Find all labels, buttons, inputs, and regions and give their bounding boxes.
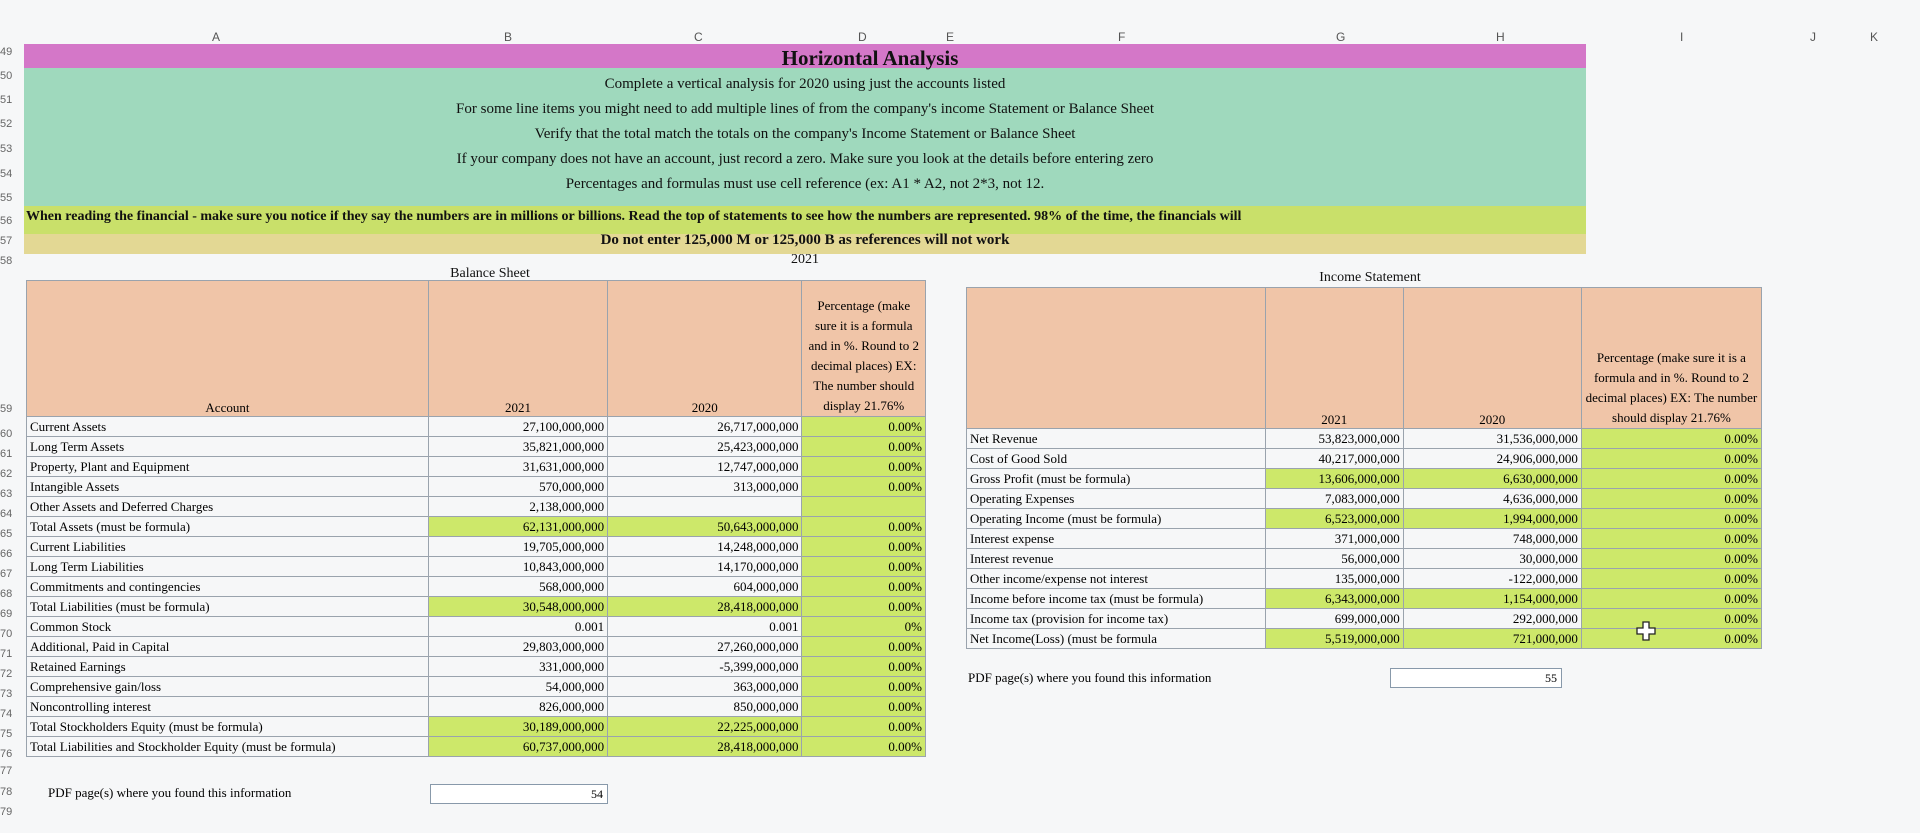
col-c[interactable]: C: [694, 30, 703, 44]
cell-v2021[interactable]: 35,821,000,000: [428, 437, 607, 457]
cell-account[interactable]: Cost of Good Sold: [967, 449, 1266, 469]
cell-v2021[interactable]: 29,803,000,000: [428, 637, 607, 657]
row-number[interactable]: 56: [0, 215, 13, 227]
row-number[interactable]: 68: [0, 588, 13, 600]
table-row: [27, 557, 926, 577]
col-e[interactable]: E: [946, 30, 955, 44]
cell-v2020[interactable]: 28,418,000,000: [608, 737, 802, 757]
cell-account[interactable]: Total Assets (must be formula): [27, 517, 429, 537]
cell-v2021[interactable]: 826,000,000: [428, 697, 607, 717]
cell-account[interactable]: Gross Profit (must be formula): [967, 469, 1266, 489]
table-row: [967, 469, 1762, 489]
table-row: [967, 549, 1762, 569]
row-number[interactable]: 77: [0, 765, 13, 777]
cell-pct[interactable]: 0.00%: [802, 717, 926, 737]
cell-v2021[interactable]: 0.001: [428, 617, 607, 637]
cursor-cross-icon: [1636, 621, 1656, 641]
row-number[interactable]: 58: [0, 255, 13, 267]
instruction-line: For some line items you might need to add multiple lines of from the company's income Statement or Balance Sheet: [456, 101, 1154, 117]
header-percentage[interactable]: Percentage (make sure it is a formula and in %. Round to 2 decimal places) EX: The number should display 21.76%: [1581, 288, 1761, 429]
cell-account[interactable]: Retained Earnings: [27, 657, 429, 677]
income-statement-table: [966, 287, 1762, 649]
col-k[interactable]: K: [1870, 30, 1879, 44]
bs-pdf-label: PDF page(s) where you found this information: [48, 785, 292, 800]
instruction-line: Complete a vertical analysis for 2020 using just the accounts listed: [604, 76, 1006, 92]
col-a[interactable]: A: [212, 30, 221, 44]
table-row: [967, 589, 1762, 609]
cell-v2020[interactable]: 363,000,000: [608, 677, 802, 697]
instruction-line: Percentages and formulas must use cell reference (ex: A1 * A2, not 2*3, not 12.: [565, 176, 1045, 192]
cell-v2020[interactable]: 22,225,000,000: [608, 717, 802, 737]
cell-pct[interactable]: 0.00%: [802, 737, 926, 757]
cell-v2020[interactable]: -122,000,000: [1403, 569, 1581, 589]
cell-v2020[interactable]: 1,154,000,000: [1403, 589, 1581, 609]
cell-pct[interactable]: 0.00%: [802, 637, 926, 657]
cell-v2020[interactable]: 30,000,000: [1403, 549, 1581, 569]
cell-v2021[interactable]: 135,000,000: [1265, 569, 1403, 589]
cell-account[interactable]: Total Stockholders Equity (must be formula): [27, 717, 429, 737]
cell-v2020[interactable]: 748,000,000: [1403, 529, 1581, 549]
cell-v2020[interactable]: 50,643,000,000: [608, 517, 802, 537]
row-number[interactable]: 72: [0, 668, 13, 680]
cell-pct[interactable]: 0.00%: [1581, 629, 1761, 649]
cell-pct[interactable]: 0.00%: [802, 537, 926, 557]
cell-v2020[interactable]: 313,000,000: [608, 477, 802, 497]
cell-v2021[interactable]: 10,843,000,000: [428, 557, 607, 577]
cell-pct[interactable]: 0.00%: [802, 697, 926, 717]
cell-v2020[interactable]: 292,000,000: [1403, 609, 1581, 629]
table-row: [27, 577, 926, 597]
cell-v2020[interactable]: [608, 497, 802, 517]
table-row: [27, 677, 926, 697]
cell-v2020[interactable]: 25,423,000,000: [608, 437, 802, 457]
cell-pct[interactable]: 0.00%: [802, 417, 926, 437]
table-row: [27, 737, 926, 757]
row-number[interactable]: 78: [0, 786, 13, 798]
col-b[interactable]: B: [504, 30, 513, 44]
cell-v2020[interactable]: 12,747,000,000: [608, 457, 802, 477]
table-row: [27, 657, 926, 677]
cell-account[interactable]: Noncontrolling interest: [27, 697, 429, 717]
row-number[interactable]: 73: [0, 688, 13, 700]
is-pdf-page-input[interactable]: 55: [1390, 668, 1562, 688]
cell-account[interactable]: Net Income(Loss) (must be formula: [967, 629, 1266, 649]
cell-pct[interactable]: 0.00%: [1581, 609, 1761, 629]
cell-account[interactable]: Current Liabilities: [27, 537, 429, 557]
income-statement-title: Income Statement: [1319, 270, 1421, 285]
warning-line: When reading the financial - make sure you notice if they say the numbers are in millions or billions. Read the top of statements to see how the numbers are represented. 98% of the time, the financials will: [26, 209, 1242, 224]
cell-account[interactable]: Common Stock: [27, 617, 429, 637]
header-2020[interactable]: 2020: [1403, 288, 1581, 429]
col-i[interactable]: I: [1680, 30, 1684, 44]
cell-v2020[interactable]: 26,717,000,000: [608, 417, 802, 437]
cell-v2020[interactable]: 27,260,000,000: [608, 637, 802, 657]
cell-v2020[interactable]: -5,399,000,000: [608, 657, 802, 677]
bs-pdf-page-input[interactable]: 54: [430, 784, 608, 804]
cell-pct[interactable]: 0.00%: [802, 657, 926, 677]
cell-pct[interactable]: 0.00%: [1581, 449, 1761, 469]
cell-v2020[interactable]: 31,536,000,000: [1403, 429, 1581, 449]
cell-account[interactable]: Other income/expense not interest: [967, 569, 1266, 589]
cell-pct[interactable]: 0%: [802, 617, 926, 637]
col-j[interactable]: J: [1810, 30, 1816, 44]
cell-v2020[interactable]: 24,906,000,000: [1403, 449, 1581, 469]
page-title: Horizontal Analysis: [781, 46, 959, 70]
cell-v2020[interactable]: 4,636,000,000: [1403, 489, 1581, 509]
cell-v2021[interactable]: 6,523,000,000: [1265, 509, 1403, 529]
table-row: [27, 517, 926, 537]
row-number[interactable]: 67: [0, 568, 13, 580]
cell-account[interactable]: Property, Plant and Equipment: [27, 457, 429, 477]
cell-v2021[interactable]: 56,000,000: [1265, 549, 1403, 569]
cell-pct[interactable]: 0.00%: [802, 577, 926, 597]
cell-v2021[interactable]: 7,083,000,000: [1265, 489, 1403, 509]
table-row: [27, 697, 926, 717]
instruction-line: If your company does not have an account, just record a zero. Make sure you look at the details before entering zero: [456, 151, 1154, 167]
row-number[interactable]: 52: [0, 118, 13, 130]
cell-account[interactable]: Long Term Assets: [27, 437, 429, 457]
table-row: [27, 617, 926, 637]
table-row: [967, 489, 1762, 509]
cell-pct[interactable]: 0.00%: [802, 597, 926, 617]
row-number[interactable]: 49: [0, 46, 13, 58]
col-h[interactable]: H: [1496, 30, 1505, 44]
row-number[interactable]: 74: [0, 708, 13, 720]
cell-v2021[interactable]: 30,548,000,000: [428, 597, 607, 617]
table-row: [27, 497, 926, 517]
table-row: [27, 637, 926, 657]
cell-v2020[interactable]: 14,170,000,000: [608, 557, 802, 577]
cell-v2021[interactable]: 19,705,000,000: [428, 537, 607, 557]
cell-pct[interactable]: [802, 497, 926, 517]
cell-pct[interactable]: 0.00%: [1581, 589, 1761, 609]
row-number[interactable]: 61: [0, 448, 13, 460]
table-row: [967, 529, 1762, 549]
cell-v2021[interactable]: 6,343,000,000: [1265, 589, 1403, 609]
row-number[interactable]: 62: [0, 468, 13, 480]
cell-v2021[interactable]: 13,606,000,000: [1265, 469, 1403, 489]
cell-v2020[interactable]: 604,000,000: [608, 577, 802, 597]
table-row: [27, 717, 926, 737]
cell-pct[interactable]: 0.00%: [1581, 489, 1761, 509]
table-row: [27, 477, 926, 497]
cell-v2021[interactable]: 5,519,000,000: [1265, 629, 1403, 649]
table-row: [27, 597, 926, 617]
cell-account[interactable]: Commitments and contingencies: [27, 577, 429, 597]
cell-account[interactable]: Comprehensive gain/loss: [27, 677, 429, 697]
cell-account[interactable]: Intangible Assets: [27, 477, 429, 497]
cell-pct[interactable]: 0.00%: [1581, 569, 1761, 589]
row-number[interactable]: 79: [0, 806, 13, 818]
cell-v2021[interactable]: 2,138,000,000: [428, 497, 607, 517]
header-account[interactable]: Account: [27, 281, 429, 417]
cell-pct[interactable]: 0.00%: [802, 677, 926, 697]
balance-sheet-title: Balance Sheet: [450, 266, 530, 281]
table-row: [967, 569, 1762, 589]
is-pdf-label: PDF page(s) where you found this information: [968, 670, 1212, 685]
cell-account[interactable]: Additional, Paid in Capital: [27, 637, 429, 657]
cell-pct[interactable]: 0.00%: [802, 477, 926, 497]
cell-account[interactable]: Total Liabilities and Stockholder Equity (must be formula): [27, 737, 429, 757]
col-d[interactable]: D: [858, 30, 867, 44]
cell-pct[interactable]: 0.00%: [802, 437, 926, 457]
cell-account[interactable]: Long Term Liabilities: [27, 557, 429, 577]
row-number[interactable]: 75: [0, 728, 13, 740]
cell-pct[interactable]: 0.00%: [1581, 429, 1761, 449]
header-2021[interactable]: 2021: [1265, 288, 1403, 429]
cell-v2020[interactable]: 850,000,000: [608, 697, 802, 717]
row-number[interactable]: 70: [0, 628, 13, 640]
cell-pct[interactable]: 0.00%: [1581, 469, 1761, 489]
cell-v2021[interactable]: 570,000,000: [428, 477, 607, 497]
cell-v2021[interactable]: 53,823,000,000: [1265, 429, 1403, 449]
cell-v2020[interactable]: 28,418,000,000: [608, 597, 802, 617]
table-row: [27, 537, 926, 557]
cell-v2021[interactable]: 60,737,000,000: [428, 737, 607, 757]
row-number[interactable]: 65: [0, 528, 13, 540]
table-row: [27, 417, 926, 437]
cell-account[interactable]: Operating Expenses: [967, 489, 1266, 509]
table-row: [967, 449, 1762, 469]
cell-pct[interactable]: 0.00%: [802, 457, 926, 477]
row-number[interactable]: 60: [0, 428, 13, 440]
row-number[interactable]: 64: [0, 508, 13, 520]
cell-account[interactable]: Operating Income (must be formula): [967, 509, 1266, 529]
row-number[interactable]: 54: [0, 168, 13, 180]
warning-line-2: Do not enter 125,000 M or 125,000 B as references will not work: [600, 232, 1010, 248]
cell-v2021[interactable]: 54,000,000: [428, 677, 607, 697]
cell-account[interactable]: Income before income tax (must be formula): [967, 589, 1266, 609]
header-2020[interactable]: 2020: [608, 281, 802, 417]
year-label: 2021: [791, 252, 819, 267]
cell-v2020[interactable]: 1,994,000,000: [1403, 509, 1581, 529]
row-number[interactable]: 57: [0, 235, 13, 247]
row-number[interactable]: 51: [0, 94, 13, 106]
cell-account[interactable]: Current Assets: [27, 417, 429, 437]
cell-v2021[interactable]: 40,217,000,000: [1265, 449, 1403, 469]
cell-v2020[interactable]: 721,000,000: [1403, 629, 1581, 649]
cell-v2021[interactable]: 568,000,000: [428, 577, 607, 597]
cell-account[interactable]: Total Liabilities (must be formula): [27, 597, 429, 617]
row-number[interactable]: 53: [0, 143, 13, 155]
cell-account[interactable]: Interest revenue: [967, 549, 1266, 569]
cell-account[interactable]: Other Assets and Deferred Charges: [27, 497, 429, 517]
cell-v2020[interactable]: 14,248,000,000: [608, 537, 802, 557]
cell-pct[interactable]: 0.00%: [1581, 529, 1761, 549]
balance-sheet-table: [26, 280, 926, 757]
row-number[interactable]: 69: [0, 608, 13, 620]
cell-v2021[interactable]: 331,000,000: [428, 657, 607, 677]
cell-v2021[interactable]: 30,189,000,000: [428, 717, 607, 737]
table-row: [27, 457, 926, 477]
row-number[interactable]: 63: [0, 488, 13, 500]
cell-v2021[interactable]: 31,631,000,000: [428, 457, 607, 477]
row-number[interactable]: 55: [0, 192, 13, 204]
cell-v2021[interactable]: 62,131,000,000: [428, 517, 607, 537]
cell-v2020[interactable]: 6,630,000,000: [1403, 469, 1581, 489]
table-row: [967, 509, 1762, 529]
cell-pct[interactable]: 0.00%: [1581, 549, 1761, 569]
cell-account[interactable]: Interest expense: [967, 529, 1266, 549]
cell-pct[interactable]: 0.00%: [1581, 509, 1761, 529]
header-account[interactable]: [967, 288, 1266, 429]
cell-v2021[interactable]: 371,000,000: [1265, 529, 1403, 549]
table-row: [967, 429, 1762, 449]
cell-v2021[interactable]: 699,000,000: [1265, 609, 1403, 629]
table-row: [27, 437, 926, 457]
cell-pct[interactable]: 0.00%: [802, 517, 926, 537]
cell-account[interactable]: Net Revenue: [967, 429, 1266, 449]
cell-pct[interactable]: 0.00%: [802, 557, 926, 577]
row-number[interactable]: 71: [0, 648, 13, 660]
col-g[interactable]: G: [1336, 30, 1346, 44]
instruction-line: Verify that the total match the totals on the company's Income Statement or Balance Sheet: [534, 126, 1076, 142]
header-2021[interactable]: 2021: [428, 281, 607, 417]
cell-v2021[interactable]: 27,100,000,000: [428, 417, 607, 437]
col-f[interactable]: F: [1118, 30, 1126, 44]
row-number[interactable]: 76: [0, 748, 13, 760]
cell-v2020[interactable]: 0.001: [608, 617, 802, 637]
row-number[interactable]: 66: [0, 548, 13, 560]
row-number[interactable]: 59: [0, 403, 13, 415]
header-percentage[interactable]: Percentage (make sure it is a formula and in %. Round to 2 decimal places) EX: The number should display 21.76%: [802, 281, 926, 417]
row-number[interactable]: 50: [0, 70, 13, 82]
cell-account[interactable]: Income tax (provision for income tax): [967, 609, 1266, 629]
